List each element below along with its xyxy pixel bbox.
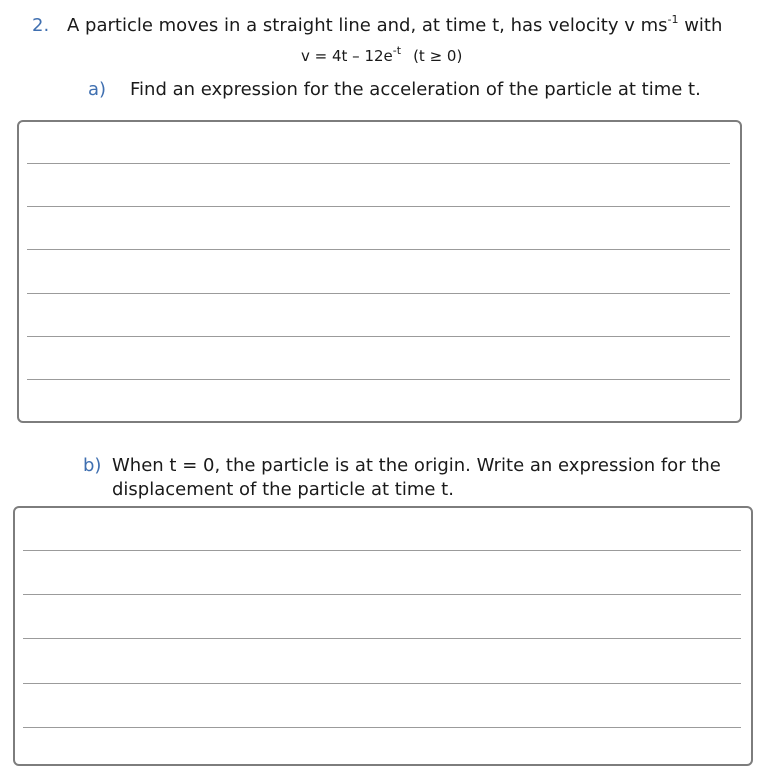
answer-line bbox=[27, 163, 730, 164]
question-text bbox=[67, 15, 722, 36]
equation-exponent: -t bbox=[392, 44, 402, 57]
part-b-text-line2: displacement of the particle at time t. bbox=[112, 479, 454, 500]
answer-line bbox=[27, 206, 730, 207]
velocity-equation bbox=[301, 44, 463, 65]
part-a-text: Find an expression for the acceleration of the particle at time t. bbox=[130, 79, 701, 100]
equation-left: v = 4t – 12e bbox=[301, 47, 393, 65]
part-b-label: b) bbox=[83, 455, 102, 476]
part-a-label: a) bbox=[88, 79, 107, 100]
unit-superscript: -1 bbox=[667, 13, 679, 26]
equation-condition: (t ≥ 0) bbox=[413, 47, 463, 65]
answer-line bbox=[23, 727, 741, 728]
answer-line bbox=[27, 336, 730, 337]
answer-line bbox=[27, 293, 730, 294]
part-a-answer-box[interactable] bbox=[17, 120, 742, 423]
question-text-end: with bbox=[678, 15, 723, 36]
question-number: 2. bbox=[32, 15, 50, 36]
answer-line bbox=[23, 594, 741, 595]
answer-line bbox=[27, 379, 730, 380]
part-b-answer-box[interactable] bbox=[13, 506, 753, 766]
answer-line bbox=[23, 638, 741, 639]
answer-line bbox=[23, 550, 741, 551]
answer-line bbox=[23, 683, 741, 684]
answer-line bbox=[27, 249, 730, 250]
question-text-main: A particle moves in a straight line and, at time t, has velocity v ms bbox=[67, 15, 668, 36]
part-b-text-line1: When t = 0, the particle is at the origin. Write an expression for the bbox=[112, 455, 721, 476]
